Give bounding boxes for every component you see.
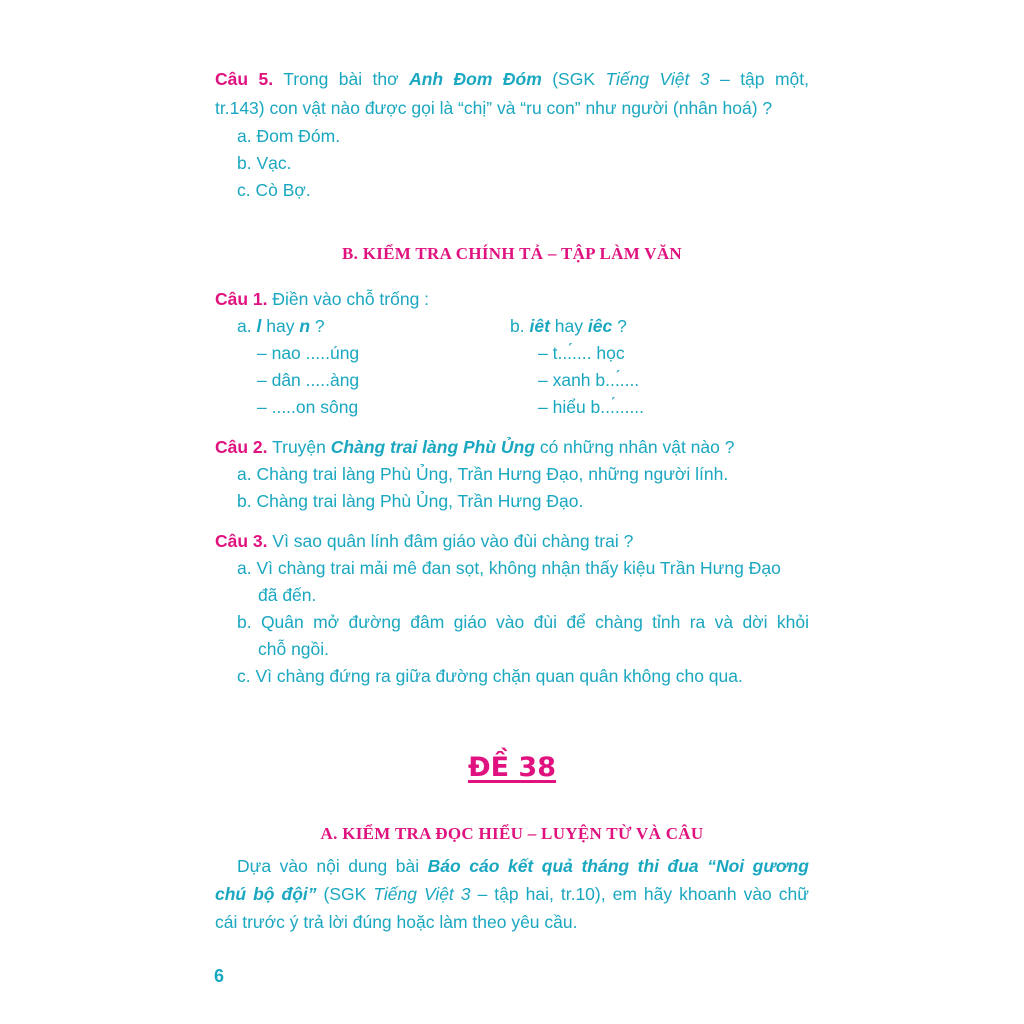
q5-line-1: Câu 5. Trong bài thơ Anh Đom Đóm (SGK Tiếng Việt 3 – tập một, <box>215 69 809 89</box>
b3-option-b-line-2: chỗ ngồi. <box>258 639 330 659</box>
b1-b-heading: b. iêt hay iêc ? <box>510 316 627 336</box>
intro-line-3: cái trước ý trả lời đúng hoặc làm theo yêu cầu. <box>215 912 578 932</box>
b2-story-title: Chàng trai làng Phù Ủng <box>330 437 535 457</box>
section-a-heading: A. KIỂM TRA ĐỌC HIỂU – LUYỆN TỪ VÀ CÂU <box>320 824 704 843</box>
q5-label: Câu 5. <box>215 69 274 89</box>
b1-b-item-1: – t...́.... học <box>538 343 625 363</box>
b3-option-c: c. Vì chàng đứng ra giữa đường chặn quan quân không cho qua. <box>237 666 743 686</box>
intro-book: Tiếng Việt 3 <box>373 884 471 904</box>
b1-b-item-3: – hiểu b...́...... <box>538 397 645 417</box>
b3-option-b-line-1: b. Quân mở đường đâm giáo vào đùi để chàng tỉnh ra và dời khỏi <box>237 612 809 632</box>
b3-option-a-line-2: đã đến. <box>258 585 317 605</box>
b2-option-b: b. Chàng trai làng Phù Ủng, Trần Hưng Đạo. <box>237 491 584 511</box>
page-number: 6 <box>214 966 225 986</box>
b1-line: Câu 1. Điền vào chỗ trống : <box>215 289 430 309</box>
b1-label: Câu 1. <box>215 289 268 309</box>
b2-label: Câu 2. <box>215 437 268 457</box>
b2-option-a: a. Chàng trai làng Phù Ủng, Trần Hưng Đạo, những người lính. <box>237 464 729 484</box>
q5-option-a: a. Đom Đóm. <box>237 126 341 146</box>
q5-option-c: c. Cò Bợ. <box>237 180 311 200</box>
q5-book: Tiếng Việt 3 <box>605 69 710 89</box>
intro-title-part-2: chú bộ đội” <box>215 884 317 904</box>
section-b-heading: B. KIỂM TRA CHÍNH TẢ – TẬP LÀM VĂN <box>341 244 683 263</box>
intro-title-part-1: Báo cáo kết quả tháng thi đua “Noi gương <box>427 856 809 876</box>
q5-option-b: b. Vạc. <box>237 153 292 173</box>
q5-line-2: tr.143) con vật nào được gọi là “chị” và “ru con” như người (nhân hoá) ? <box>215 98 773 118</box>
b1-a-item-1: – nao .....úng <box>257 343 360 363</box>
q5-poem-title: Anh Đom Đóm <box>409 69 542 89</box>
b3-option-a-line-1: a. Vì chàng trai mải mê đan sọt, không nhận thấy kiệu Trần Hưng Đạo <box>237 558 781 578</box>
b2-line: Câu 2. Truyện Chàng trai làng Phù Ủng có những nhân vật nào ? <box>215 437 735 457</box>
exam-title: ĐỀ 38 <box>467 752 557 783</box>
b1-a-heading: a. l hay n ? <box>237 316 325 336</box>
b1-a-item-2: – dân .....àng <box>257 370 360 390</box>
intro-line-2: chú bộ đội” (SGK Tiếng Việt 3 – tập hai, tr.10), em hãy khoanh vào chữ <box>215 884 809 904</box>
intro-line-1: Dựa vào nội dung bài Báo cáo kết quả tháng thi đua “Noi gương <box>237 856 809 876</box>
b1-b-item-2: – xanh b...́.... <box>538 370 640 390</box>
b1-a-item-3: – .....on sông <box>257 397 359 417</box>
b3-line: Câu 3. Vì sao quân lính đâm giáo vào đùi chàng trai ? <box>215 531 634 551</box>
b3-label: Câu 3. <box>215 531 268 551</box>
